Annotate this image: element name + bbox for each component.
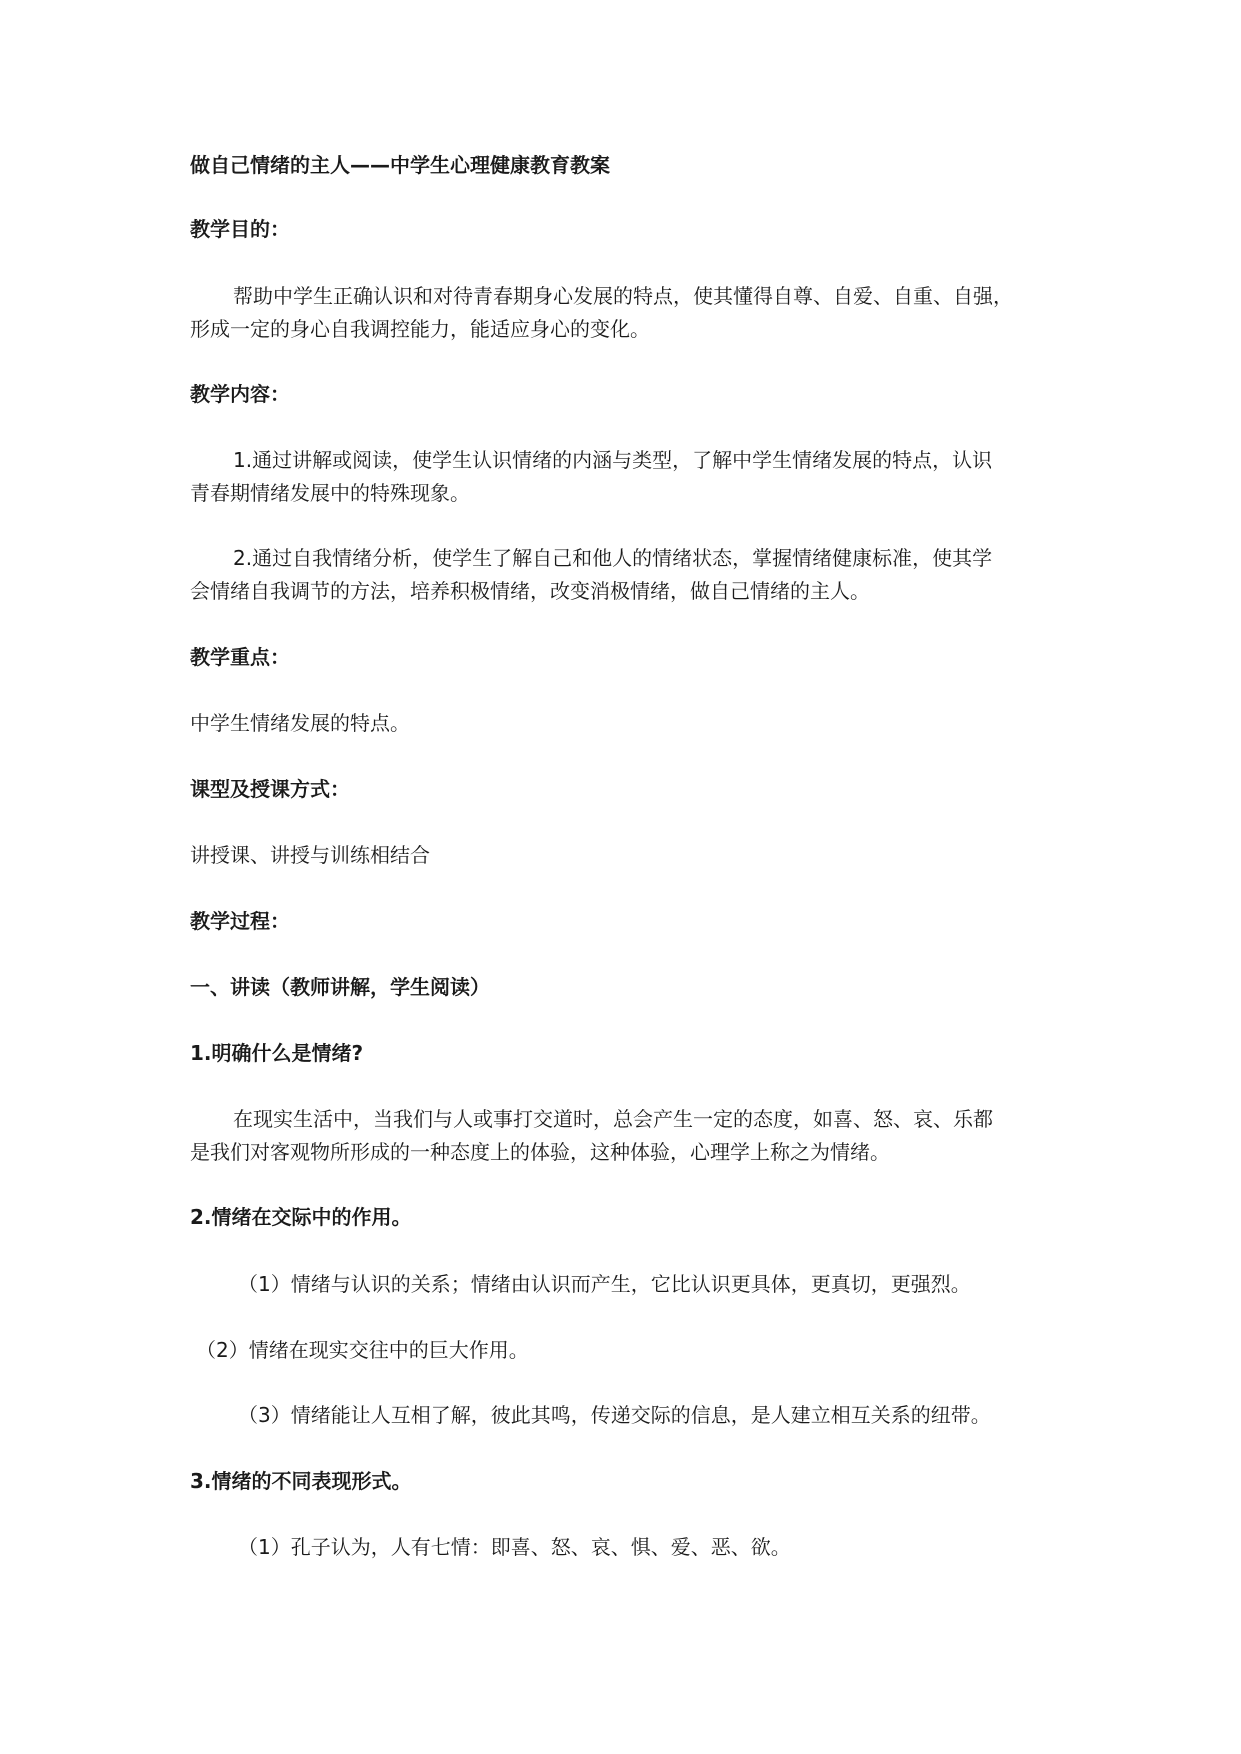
objective-line-2: 形成一定的身心自我调控能力，能适应身心的变化。: [190, 317, 650, 341]
q2-point-2: （2）情绪在现实交往中的巨大作用。: [196, 1338, 529, 1362]
focus-text: 中学生情绪发展的特点。: [190, 711, 410, 735]
process-heading: 教学过程：: [190, 909, 290, 933]
q3-point-1: （1）孔子认为，人有七情：即喜、怒、哀、惧、爱、恶、欲。: [238, 1535, 791, 1559]
content-item2-line-2: 会情绪自我调节的方法，培养积极情绪，改变消极情绪，做自己情绪的主人。: [190, 579, 870, 603]
q2-point-1: （1）情绪与认识的关系；情绪由认识而产生，它比认识更具体，更真切，更强烈。: [238, 1272, 971, 1296]
q2-heading: 2.情绪在交际中的作用。: [190, 1205, 412, 1229]
course-type-heading: 课型及授课方式：: [190, 777, 350, 801]
process-section-1: 一、讲读（教师讲解，学生阅读）: [190, 975, 490, 999]
course-type-text: 讲授课、讲授与训练相结合: [190, 843, 430, 867]
document-title: 做自己情绪的主人——中学生心理健康教育教案: [190, 153, 610, 177]
q3-heading: 3.情绪的不同表现形式。: [190, 1469, 412, 1493]
content-item1-line-1: 1.通过讲解或阅读，使学生认识情绪的内涵与类型，了解中学生情绪发展的特点，认识: [233, 448, 993, 472]
objective-line-1: 帮助中学生正确认识和对待青春期身心发展的特点，使其懂得自尊、自爱、自重、自强，: [233, 284, 1013, 308]
content-item2-line-1: 2.通过自我情绪分析，使学生了解自己和他人的情绪状态，掌握情绪健康标准，使其学: [233, 546, 993, 570]
focus-heading: 教学重点：: [190, 645, 290, 669]
content-item1-line-2: 青春期情绪发展中的特殊现象。: [190, 481, 470, 505]
q1-heading: 1.明确什么是情绪?: [190, 1041, 364, 1065]
objective-heading: 教学目的：: [190, 217, 290, 241]
q1-line-1: 在现实生活中，当我们与人或事打交道时，总会产生一定的态度，如喜、怒、哀、乐都: [233, 1107, 993, 1131]
q2-point-3: （3）情绪能让人互相了解，彼此其鸣，传递交际的信息，是人建立相互关系的纽带。: [238, 1403, 991, 1427]
content-heading: 教学内容：: [190, 382, 290, 406]
q1-line-2: 是我们对客观物所形成的一种态度上的体验，这种体验，心理学上称之为情绪。: [190, 1140, 890, 1164]
